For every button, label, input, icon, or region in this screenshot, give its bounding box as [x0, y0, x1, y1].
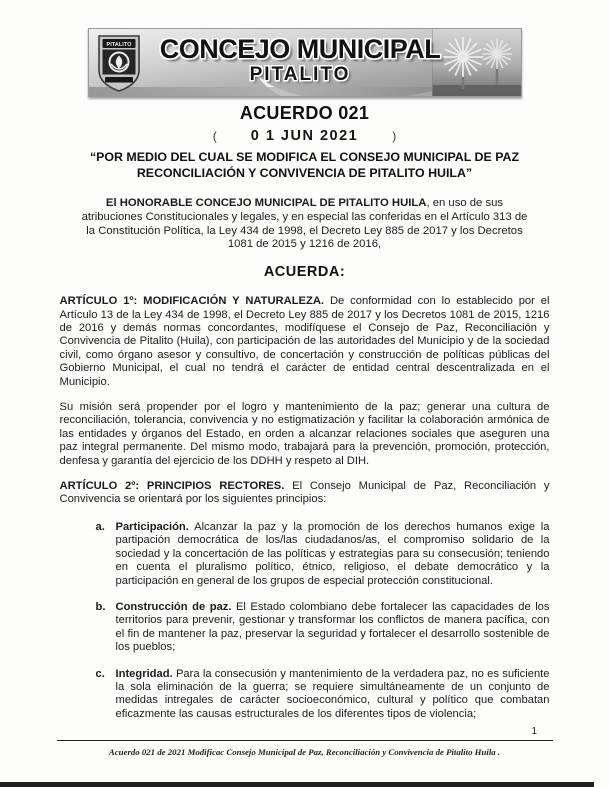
- principle-item-a: [96, 521, 550, 588]
- pitalito-shield-logo: [96, 34, 142, 94]
- article-1-title: ARTÍCULO 1º: MODIFICACIÓN Y NATURALEZA.: [59, 295, 325, 308]
- preamble-rest-text: , en uso de sus atribuciones Constitucionales y legales, y en especial las conferidas en el Artículo 313 de la Constitución Política, la Ley 434 de 1998, el Decreto Ley 885 de 2017 y los Decretos 1081 de 2015 y 1216 de 2016,: [81, 197, 528, 251]
- principle-label: c.: [95, 667, 105, 680]
- acuerda-heading: ACUERDA:: [263, 264, 346, 281]
- principle-label: b.: [95, 600, 106, 613]
- principle-term: Participación.: [115, 520, 189, 533]
- principle-item-c: [96, 668, 550, 722]
- acuerdo-number-heading: ACUERDO 021: [239, 103, 370, 123]
- principle-label: a.: [95, 520, 105, 533]
- principle-text: El Estado colombiano debe fortalecer las capacidades de los territorios para prevenir, gestionar y transformar los conflictos de manera pacífica, con el fin de mantener la paz, preservar la seguridad y fortalecer el desarrollo sostenible de los pueblos;: [115, 600, 550, 654]
- document-title: “POR MEDIO DEL CUAL SE MODIFICA EL CONSEJO MUNICIPAL DE PAZ RECONCILIACIÓN Y CONVIVENCIA DE PITALITO HUILA”: [89, 150, 520, 180]
- principle-text: Alcanzar la paz y la promoción de los derechos humanos exige la partipación democrática de los/las ciudadanos/as, el compromiso solidario de la sociedad y la concertación de las políticas y estrategias para su consecusión; teniendo en cuenta el pluralismo político, étnico, religioso, el debate democrático y la participación en general de los grupos de especial protección constitucional.: [115, 520, 550, 587]
- footer-rule: [57, 740, 553, 741]
- principles-list: [60, 521, 550, 721]
- date-close-paren: ): [392, 129, 397, 143]
- article-2-paragraph: [60, 480, 550, 507]
- principle-body: [116, 601, 550, 655]
- footer-caption: Acuerdo 021 de 2021 Modificac Consejo Municipal de Paz, Reconciliación y Convivencia de Pitalito Huila .: [108, 747, 501, 757]
- scan-edge-artifact: [0, 782, 594, 787]
- principle-text: Para la consecusión y mantenimiento de la verdadera paz, no es suficiente la sola eliminación de la guerra; se requiere simultáneamente de un conjunto de medidas intregales de carácter socioeconómico, cultural y político que combatan eficazmente las causas estructurales de los diferentes tipos de violencia;: [115, 667, 550, 720]
- article-2-body: El Consejo Municipal de Paz, Reconciliación y Convivencia se orientará por los siguientes principios:: [59, 480, 550, 506]
- preamble-paragraph: [79, 197, 531, 252]
- shield-banner-text: PITALITO: [106, 41, 132, 48]
- banner-title-block: [141, 34, 459, 85]
- article-1-paragraph: [60, 295, 550, 389]
- page-number: 1: [531, 726, 537, 737]
- shield-icon: [96, 34, 142, 94]
- principle-term: Integridad.: [115, 667, 173, 680]
- banner-subtitle: PITALITO: [249, 64, 351, 85]
- date-stamp-text: 0 1 JUN 2021: [250, 128, 359, 144]
- principle-body: [116, 521, 550, 588]
- preamble-bold-text: El HONORABLE CONCEJO MUNICIPAL DE PITALITO HUILA: [105, 197, 427, 209]
- principle-body: [116, 668, 550, 722]
- principle-term: Construcción de paz.: [115, 600, 232, 613]
- header-banner: [88, 28, 522, 97]
- banner-title: CONCEJO MUNICIPAL: [159, 34, 441, 64]
- article-2-title: ARTÍCULO 2º: PRINCIPIOS RECTORES.: [59, 480, 285, 493]
- date-stamp: [0, 128, 609, 144]
- date-open-paren: (: [212, 129, 217, 143]
- principle-item-b: [96, 601, 550, 655]
- mission-paragraph: Su misión será propender por el logro y mantenimiento de la paz; generar una cultura de reconciliación, tolerancia, convivencia y no estigmatización y facilitar la colaboración armónica de las entidades y órganos del Estado, en orden a alcanzar relaciones sociales que aseguren una paz integral permanente. Del mismo modo, trabajará para la prevención, promoción, protección, denfesa y garantía del ejercicio de los DDHH y respeto al DIH.: [59, 401, 550, 467]
- article-1-body: De conformidad con lo establecido por el Artículo 13 de la Ley 434 de 1998, el Decreto Ley 885 de 2017 y los Decretos 1081 de 2015, 1216 de 2016 y demás normas concordantes, modifíquese el Consejo de Paz, Reconciliación y Convivencia de Pitalito (Huila), con participación de las autoridades del Municipio y de la sociedad civil, como órgano asesor y consultivo, de concertación y construcción de políticas públicas del Gobierno Municipal, el cual no tendrá el carácter de entidad central descentralizada en el Municipio.: [59, 295, 550, 388]
